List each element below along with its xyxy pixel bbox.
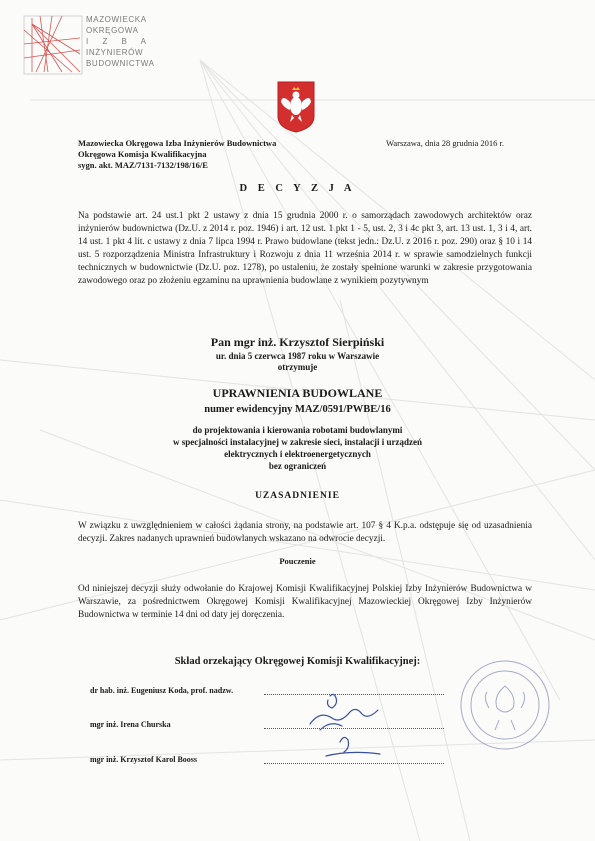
logo-line: I Z B A bbox=[86, 37, 153, 46]
recipient-name: Pan mgr inż. Krzysztof Sierpiński bbox=[210, 335, 385, 349]
handwritten-signature bbox=[290, 690, 410, 760]
instruction-title: Pouczenie bbox=[279, 556, 316, 566]
panel-member: dr hab. inż. Eugeniusz Koda, prof. nadzw. bbox=[90, 686, 234, 695]
panel-member: mgr inż. Irena Churska bbox=[90, 720, 171, 729]
legal-basis-paragraph: Na podstawie art. 24 ust.1 pkt 2 ustawy z dnia 15 grudnia 2000 r. o samorządach zawodowych architektów oraz inżynierów budownictwa (Dz.U. z 2014 r. poz. 1946) i art. 12 ust. 1 pkt 1 - 5, ust. 2, 3 i 4c pkt 3, art. 13 ust. 1, 3 i 4, art. 14 ust. 1 pkt 4 lit. c ustawy z dnia 7 lipca 1994 r. Prawo budowlane (tekst jedn.: Dz.U. z 2016 r. poz. 290) oraz § 10 i 14 ust. 5 rozporządzenia Ministra Infrastruktury i Rozwoju z dnia 11 września 2014 r. w sprawie samodzielnych funkcji technicznych w budownictwie (Dz.U. poz. 1278), po ustaleniu, że zostały spełnione warunki w zakresie przygotowania zawodowego oraz po złożeniu egzaminu na uprawnienia budowlane z wynikiem pozytywnym bbox=[78, 211, 532, 286]
justification-paragraph: W związku z uwzględnieniem w całości żądania strony, na podstawie art. 107 § 4 K.p.a. odstępuje się od uzasadnienia decyzji. Zakres nadanych uprawnień budowlanych wskazano na odwrocie decyzji. bbox=[78, 521, 532, 544]
chamber-logo-icon bbox=[22, 14, 84, 76]
chamber-name: Mazowiecka Okręgowa Izba Inżynierów Budownictwa bbox=[78, 138, 277, 148]
logo-line: MAZOWIECKA bbox=[86, 15, 147, 24]
polish-eagle-emblem-icon bbox=[276, 80, 316, 134]
scope-line: w specjalności instalacyjnej w zakresie sieci, instalacji i urządzeń bbox=[172, 437, 423, 447]
place-and-date: Warszawa, dnia 28 grudnia 2016 r. bbox=[386, 138, 505, 148]
issuer-block bbox=[78, 138, 276, 171]
logo-line: BUDOWNICTWA bbox=[86, 59, 155, 68]
receives-label: otrzymuje bbox=[277, 362, 318, 372]
panel-member: mgr inż. Krzysztof Karol Booss bbox=[90, 755, 198, 764]
commission-name: Okręgowa Komisja Kwalifikacyjna bbox=[78, 149, 207, 159]
permit-number: numer ewidencyjny MAZ/0591/PWBE/16 bbox=[204, 404, 391, 415]
file-reference: sygn. akt. MAZ/7131-7132/198/16/E bbox=[78, 160, 208, 170]
instruction-paragraph: Od niniejszej decyzji służy odwołanie do Krajowej Komisji Kwalifikacyjnej Polskiej Izby Inżynierów Budownictwa w Warszawie, za pośrednictwem Okręgowej Komisji Kwalifikacyjnej Mazowieckiej Okręgowej Izby Inżynierów Budownictwa w terminie 14 dni od daty jej doręczenia. bbox=[78, 584, 532, 620]
logo-line: INŻYNIERÓW bbox=[86, 48, 144, 57]
panel-title: Skład orzekający Okręgowej Komisji Kwalifikacyjnej: bbox=[174, 656, 421, 667]
official-seal bbox=[455, 650, 555, 760]
scope-line: bez ograniczeń bbox=[268, 461, 327, 471]
logo-line: OKRĘGOWA bbox=[86, 26, 139, 35]
decision-title: D E C Y Z J A bbox=[239, 183, 356, 194]
justification-title: UZASADNIENIE bbox=[255, 491, 340, 501]
permit-title: UPRAWNIENIA BUDOWLANE bbox=[212, 386, 383, 400]
scope-line: do projektowania i kierowania robotami budowlanymi bbox=[192, 425, 403, 435]
permit-scope bbox=[60, 424, 535, 472]
signature-line bbox=[264, 763, 444, 764]
recipient-birth: ur. dnia 5 czerwca 1987 roku w Warszawie bbox=[215, 351, 380, 361]
chamber-logo-text bbox=[86, 14, 166, 69]
scope-line: elektrycznych i elektroenergetycznych bbox=[224, 449, 371, 459]
